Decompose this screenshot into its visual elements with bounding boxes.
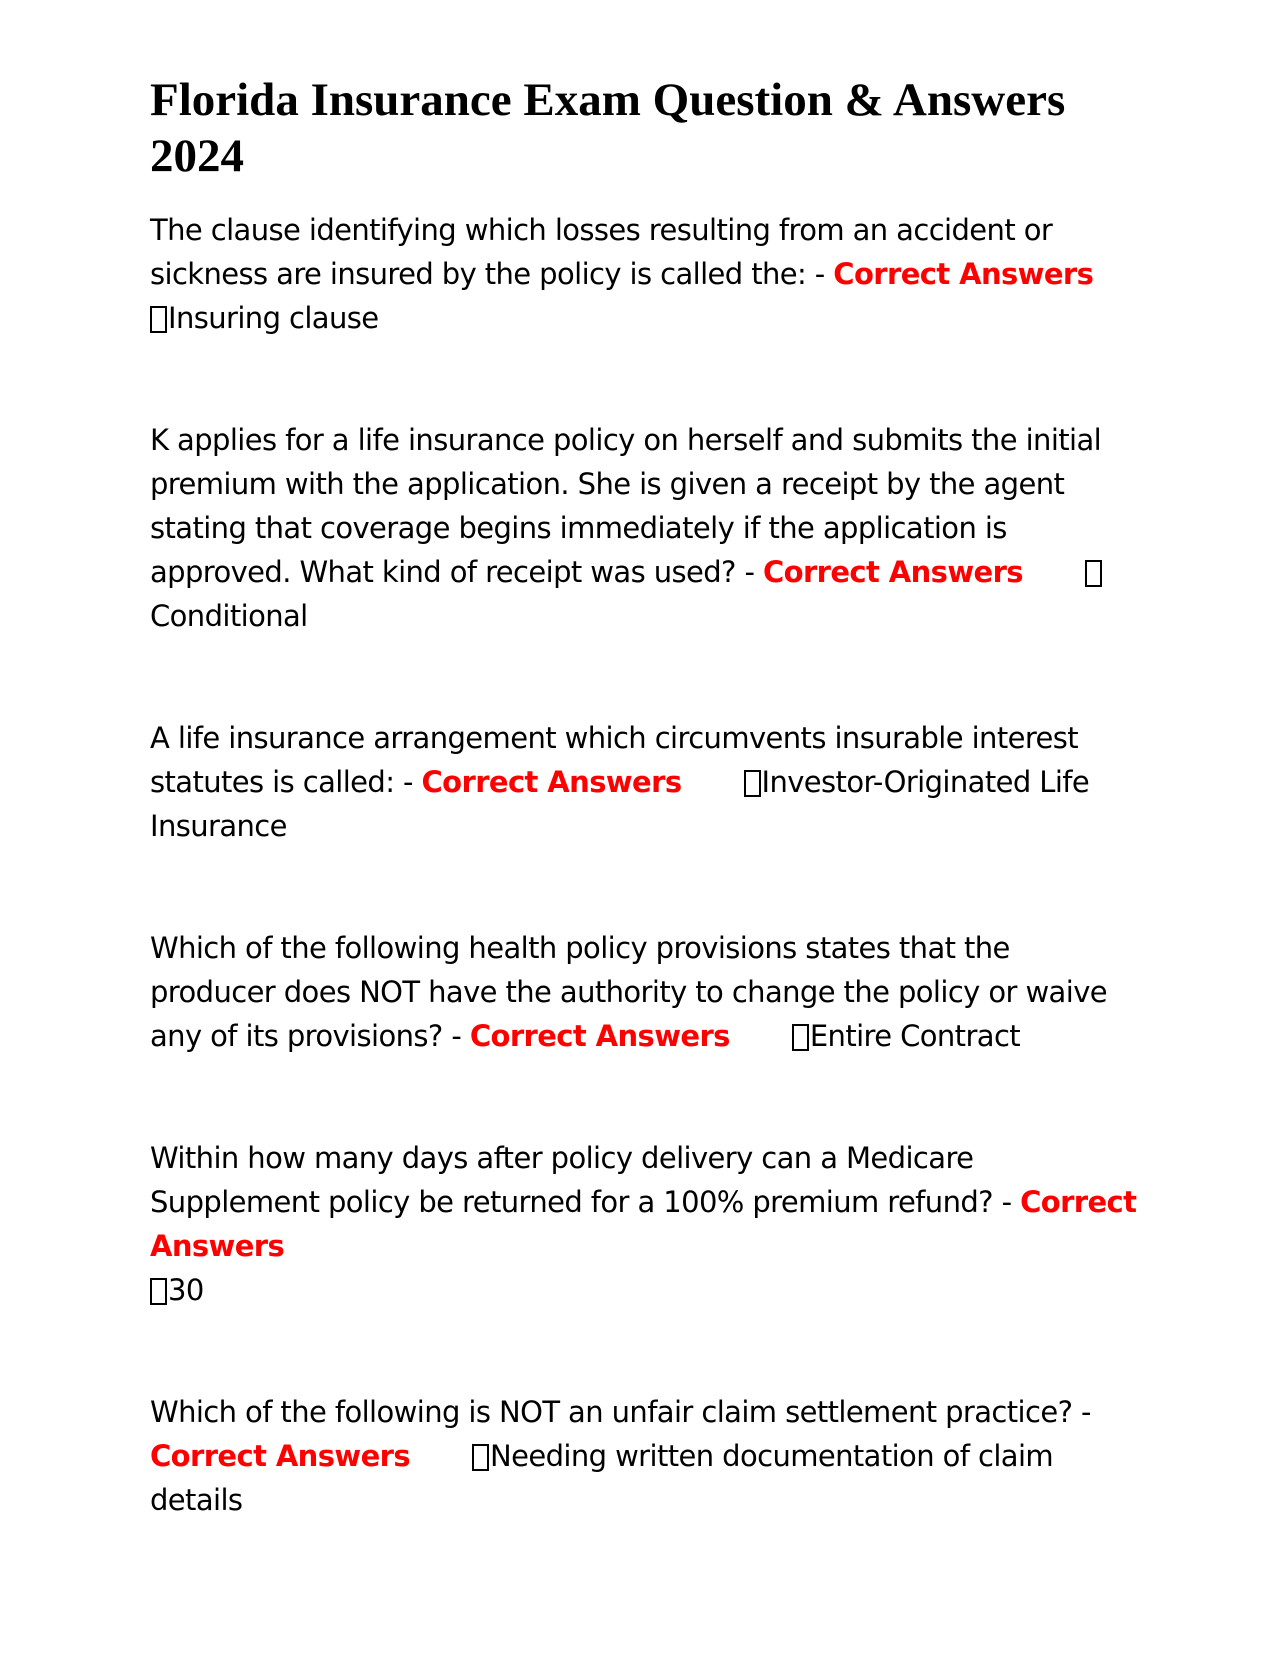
correct-answers-label: Correct Answers <box>150 1185 1137 1263</box>
answer-text: Entire Contract <box>809 1019 1021 1053</box>
question-text: K applies for a life insurance policy on herself and submits the initial premium with the application. She is given a receipt by the agent stating that coverage begins immediately if the application is approved. What kind of receipt was used? - <box>150 423 1102 589</box>
qa-item-4 <box>150 926 1140 1058</box>
missing-glyph-box-icon <box>150 306 167 333</box>
question-text: Which of the following health policy provisions states that the producer does NOT have the authority to change the policy or waive any of its provisions? - <box>150 931 1107 1053</box>
question-text: Which of the following is NOT an unfair claim settlement practice? - <box>150 1395 1091 1429</box>
answer-text: 30 <box>168 1273 204 1307</box>
qa-item-1 <box>150 208 1140 340</box>
qa-item-6 <box>150 1390 1140 1522</box>
question-text: Within how many days after policy delivery can a Medicare Supplement policy be returned for a 100% premium refund? - <box>150 1141 1021 1219</box>
correct-answers-label: Correct Answers <box>150 1439 411 1473</box>
answer-text: Needing written documentation of claim details <box>150 1439 1054 1517</box>
document-page <box>150 72 1140 1600</box>
answer-text: Insuring clause <box>168 301 379 335</box>
missing-glyph-box-icon <box>744 770 761 797</box>
missing-glyph-box-icon <box>472 1444 489 1471</box>
answer-text: Investor-Originated Life Insurance <box>150 765 1090 843</box>
correct-answers-label: Correct Answers <box>762 555 1023 589</box>
qa-item-3 <box>150 716 1140 848</box>
missing-glyph-box-icon <box>1085 560 1102 587</box>
correct-answers-label: Correct Answers <box>469 1019 730 1053</box>
missing-glyph-box-icon <box>792 1024 809 1051</box>
question-text: A life insurance arrangement which circumvents insurable interest statutes is called: - <box>150 721 1079 799</box>
missing-glyph-box-icon <box>150 1278 167 1305</box>
question-text: The clause identifying which losses resulting from an accident or sickness are insured by the policy is called the: - <box>150 213 1053 291</box>
answer-text: Conditional <box>150 599 308 633</box>
correct-answers-label: Correct Answers <box>833 257 1094 291</box>
qa-item-5 <box>150 1136 1140 1312</box>
page-title: Florida Insurance Exam Question & Answers 2024 <box>150 74 1066 182</box>
correct-answers-label: Correct Answers <box>421 765 682 799</box>
qa-item-2 <box>150 418 1140 638</box>
